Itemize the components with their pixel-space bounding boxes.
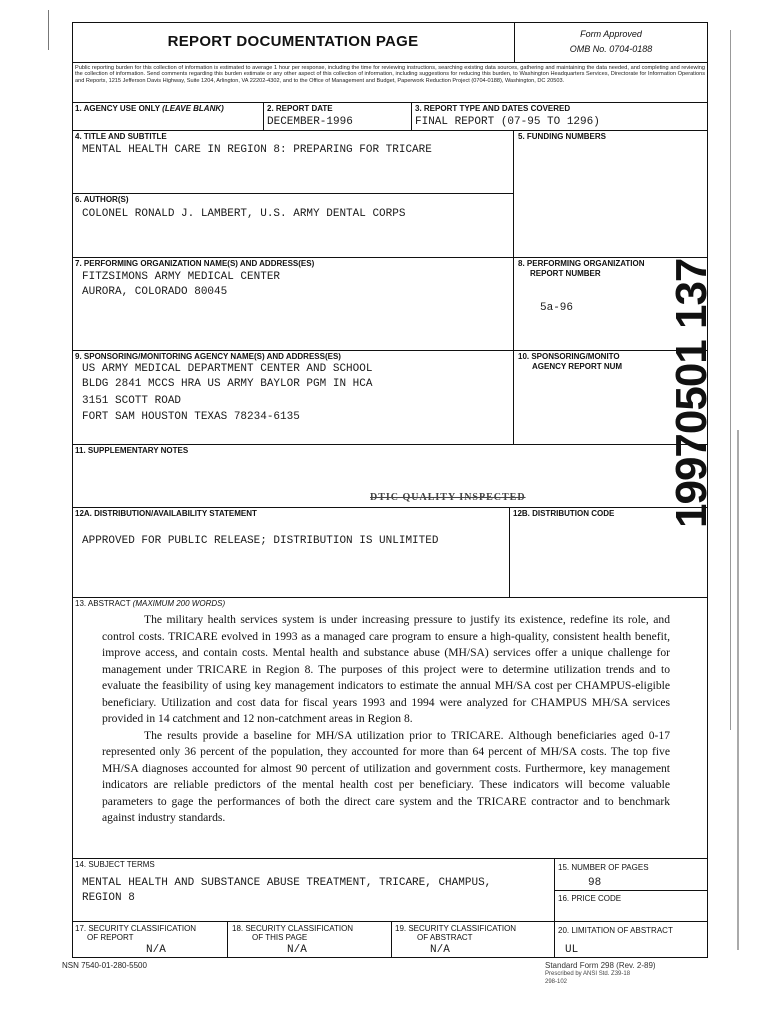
row17-divider [554, 921, 555, 958]
row1-rule [72, 130, 708, 131]
sec-report-label: 17. SECURITY CLASSIFICATION [75, 924, 197, 933]
funding-label: 5. FUNDING NUMBERS [518, 132, 607, 141]
form-code: 298-102 [545, 979, 568, 985]
subject-terms-line1: MENTAL HEALTH AND SUBSTANCE ABUSE TREATMENT, TRICARE, CHAMPUS, [82, 877, 492, 889]
performing-org-line2: AURORA, COLORADO 80045 [82, 286, 228, 298]
authors-value: COLONEL RONALD J. LAMBERT, U.S. ARMY DENTAL CORPS [82, 208, 406, 220]
sec-report-value: N/A [146, 944, 166, 956]
sec-abstract-value: N/A [430, 944, 450, 956]
row15-rule [554, 890, 708, 891]
row12-divider [509, 507, 510, 597]
row13-rule [72, 858, 708, 859]
supplementary-label: 11. SUPPLEMENTARY NOTES [75, 446, 189, 455]
row11-rule [72, 507, 708, 508]
sec-abstract-label2: OF ABSTRACT [417, 933, 473, 942]
sponsoring-org-line4: FORT SAM HOUSTON TEXAS 78234-6135 [82, 411, 300, 423]
report-date-value: DECEMBER-1996 [267, 116, 353, 128]
header-divider [514, 22, 515, 62]
row17-divider [391, 921, 392, 958]
distribution-value: APPROVED FOR PUBLIC RELEASE; DISTRIBUTION IS UNLIMITED [82, 535, 439, 547]
sec-page-label2: OF THIS PAGE [252, 933, 308, 942]
title-value: MENTAL HEALTH CARE IN REGION 8: PREPARING FOR TRICARE [82, 144, 432, 156]
row12-rule [72, 597, 708, 598]
row1-divider [411, 102, 412, 130]
limitation-label: 20. LIMITATION OF ABSTRACT [558, 926, 673, 935]
right-column-divider [513, 130, 514, 444]
scan-edge-line [737, 430, 739, 950]
page-title: REPORT DOCUMENTATION PAGE [167, 33, 419, 50]
performing-report-value: 5a-96 [540, 302, 574, 314]
row1-divider [263, 102, 264, 130]
title-label: 4. TITLE AND SUBTITLE [75, 132, 167, 141]
row4-rule [72, 193, 513, 194]
sec-page-value: N/A [287, 944, 307, 956]
row9-rule [72, 444, 708, 445]
sponsoring-org-line3: 3151 SCOTT ROAD [82, 395, 182, 407]
performing-org-label: 7. PERFORMING ORGANIZATION NAME(S) AND ADDRESS(ES) [75, 259, 315, 268]
sponsoring-org-line2: BLDG 2841 MCCS HRA US ARMY BAYLOR PGM IN HCA [82, 378, 373, 390]
sponsoring-report-label: 10. SPONSORING/MONITO [518, 352, 620, 361]
subject-terms-label: 14. SUBJECT TERMS [75, 860, 155, 869]
abstract-paragraph-1: The military health services system is under increasing pressure to justify its existence, redefine its role, and control costs. TRICARE evolved in 1993 as a managed care program to ensure a high-quality, consistent health benefit, improve access, and contain costs. Mental health and substance abuse (MH/SA) services offer a unique challenge for management under TRICARE in Region 8. The purposes of this project were to determine utilization trends and to evaluate the feasibility of using key management indicators to estimate the annual MH/SA cost per CHAMPUS-eligible beneficiary. Utilization and cost data for fiscal years 1993 and 1994 were analyzed for CHAMPUS MH/SA services provided in 14 catchment and 12 non-catchment areas in Region 8. [102, 613, 670, 725]
distribution-code-label: 12B. DISTRIBUTION CODE [513, 509, 615, 518]
sponsoring-report-label2: AGENCY REPORT NUM [532, 362, 623, 371]
prescribed-by: Prescribed by ANSI Std. Z39-18 [545, 971, 631, 977]
abstract-hint: (MAXIMUM 200 WORDS) [132, 599, 226, 608]
form-approved: Form Approved [580, 29, 642, 39]
sec-abstract-label: 19. SECURITY CLASSIFICATION [395, 924, 517, 933]
row6-rule [72, 257, 708, 258]
omb-number: OMB No. 0704-0188 [569, 44, 653, 54]
header-bottom-rule [72, 62, 708, 63]
abstract-label: 13. ABSTRACT (MAXIMUM 200 WORDS) [75, 599, 226, 608]
performing-report-label2: REPORT NUMBER [530, 269, 601, 278]
nsn-number: NSN 7540-01-280-5500 [62, 961, 147, 970]
row14-rule [72, 921, 708, 922]
sponsoring-org-line1: US ARMY MEDICAL DEPARTMENT CENTER AND SCHOOL [82, 363, 373, 375]
scan-edge-line [730, 30, 731, 730]
row7-rule [72, 350, 708, 351]
abstract-text [102, 612, 670, 827]
report-date-label: 2. REPORT DATE [267, 104, 333, 113]
sec-page-label: 18. SECURITY CLASSIFICATION [232, 924, 354, 933]
report-type-label: 3. REPORT TYPE AND DATES COVERED [415, 104, 571, 113]
burden-notice: Public reporting burden for this collection of information is estimated to average 1 hour per response, including the time for reviewing instructions, searching existing data sources, gathering and maintaining the data needed, and completing and reviewing the collection of information. Send comments regarding this burden estimate or any other aspect of this collection of information, including suggestions for reducing this burden, to Washington Headquarters Services, Directorate for Information Operations and Reports, 1215 Jefferson Davis Highway, Suite 1204, Arlington, VA 22202-4302, and to the Office of Management and Budget, Paperwork Reduction Project (0704-0188), Washington, DC 20503. [75, 65, 705, 84]
price-code-label: 16. PRICE CODE [558, 894, 622, 903]
quality-stamp: DTIC QUALITY INSPECTED [370, 492, 526, 503]
scan-edge-line [48, 10, 49, 50]
num-pages-value: 98 [588, 877, 602, 889]
row17-divider [227, 921, 228, 958]
subject-terms-line2: REGION 8 [82, 892, 135, 904]
standard-form: Standard Form 298 (Rev. 2-89) [545, 961, 656, 970]
accession-number-stamp: 19970501 137 [667, 258, 716, 528]
report-type-value: FINAL REPORT (07-95 TO 1296) [415, 116, 600, 128]
distribution-label: 12A. DISTRIBUTION/AVAILABILITY STATEMENT [75, 509, 257, 518]
abstract-paragraph-2: The results provide a baseline for MH/SA utilization prior to TRICARE. Although beneficiaries aged 0-17 represented only 36 percent of the population, they accounted for more than 64 percent of MH/SA costs. The top five MH/SA diagnoses accounted for almost 90 percent of utilization and government costs. Furthermore, key management indicators are reliable predictors of the mental health cost per beneficiary. These indicators will become valuable parameters to gage the performances of both the direct care system and the TRICARE contractor and to benchmark against industry standards. [102, 728, 670, 824]
agency-use-hint: (LEAVE BLANK) [162, 104, 224, 113]
performing-org-line1: FITZSIMONS ARMY MEDICAL CENTER [82, 271, 281, 283]
performing-report-label: 8. PERFORMING ORGANIZATION [518, 259, 645, 268]
sec-report-label2: OF REPORT [87, 933, 134, 942]
report-documentation-form [72, 22, 708, 958]
limitation-value: UL [565, 944, 579, 956]
agency-use-label: 1. AGENCY USE ONLY (LEAVE BLANK) [75, 104, 224, 113]
num-pages-label: 15. NUMBER OF PAGES [558, 863, 649, 872]
sponsoring-org-label: 9. SPONSORING/MONITORING AGENCY NAME(S) AND ADDRESS(ES) [75, 352, 341, 361]
authors-label: 6. AUTHOR(S) [75, 195, 129, 204]
burden-rule [72, 102, 708, 103]
